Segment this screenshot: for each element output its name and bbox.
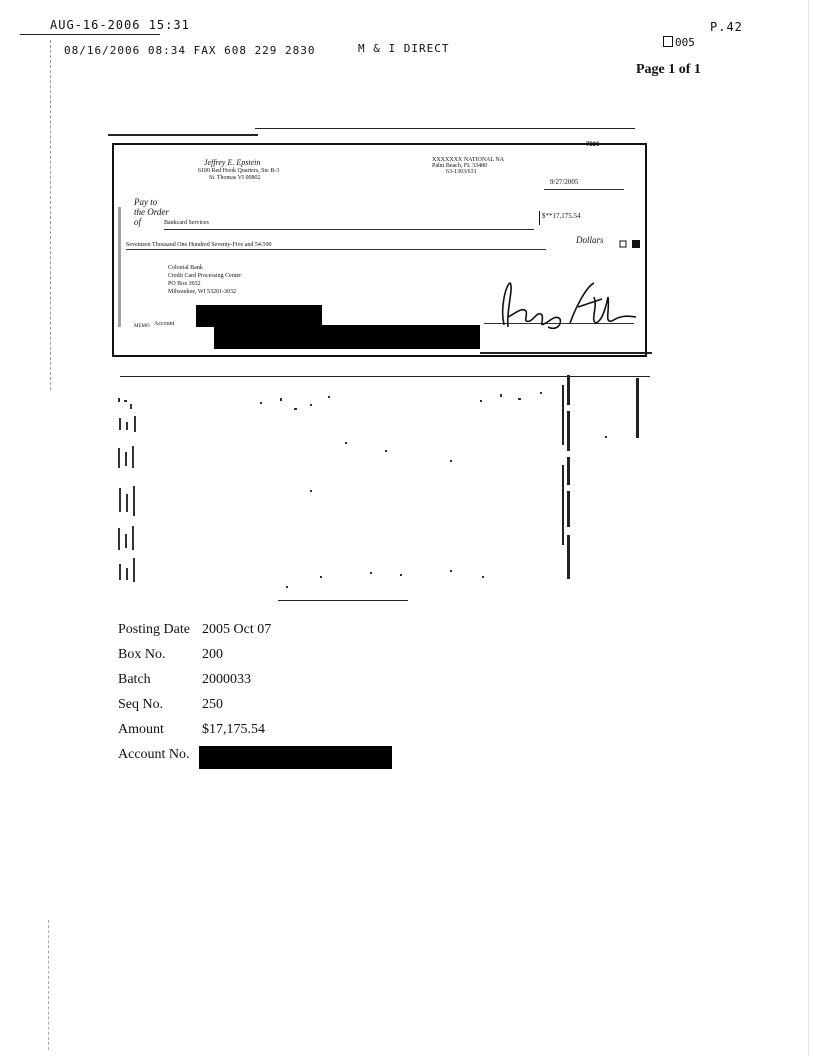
fax-sender-name: M & I DIRECT bbox=[358, 42, 450, 55]
check-date-line bbox=[544, 189, 624, 190]
check-amount-words: Seventeen Thousand One Hundred Seventy-Five and 54/100 bbox=[126, 242, 272, 248]
scan-edge-left-lower bbox=[48, 920, 49, 1050]
check-bank-location: Palm Beach, FL 33480 bbox=[432, 163, 488, 169]
info-label: Box No. bbox=[118, 647, 166, 662]
redaction-block bbox=[196, 305, 322, 327]
fax-page-number: P.42 bbox=[710, 20, 743, 34]
check-date: 9/27/2005 bbox=[550, 178, 579, 186]
info-label: Account No. bbox=[118, 747, 190, 762]
signature-image bbox=[486, 277, 642, 337]
check-payee-bank-3: PO Box 3032 bbox=[168, 281, 201, 287]
info-value: $17,175.54 bbox=[202, 722, 265, 737]
scan-line bbox=[278, 600, 408, 601]
fax-sequence bbox=[663, 36, 695, 49]
lock-icon bbox=[612, 237, 642, 249]
check-payee-line bbox=[164, 229, 534, 230]
header-rule bbox=[20, 34, 160, 35]
check-words-line bbox=[126, 249, 546, 250]
fax-box-icon bbox=[663, 36, 673, 47]
check-bank-name: XXXXXXX NATIONAL NA bbox=[432, 157, 505, 163]
check-number: 7836 bbox=[586, 142, 600, 148]
info-label: Posting Date bbox=[118, 622, 190, 637]
check-payee-bank-1: Colonial Bank bbox=[168, 265, 203, 271]
info-value: 250 bbox=[202, 697, 223, 712]
fax-timestamp: AUG-16-2006 15:31 bbox=[50, 18, 190, 32]
check-drawer-name: Jeffrey E. Epstein bbox=[204, 158, 261, 167]
check-drawer-address-1: 6100 Red Hook Quarters, Ste B-3 bbox=[198, 168, 280, 174]
check-payee: Bankcard Services bbox=[164, 220, 209, 226]
check-account-label: Account bbox=[154, 321, 175, 327]
info-label: Seq No. bbox=[118, 697, 164, 712]
check-micr-side-icon bbox=[116, 207, 124, 327]
scan-line bbox=[255, 128, 635, 129]
check-bank-routing: 63-1303/631 bbox=[446, 169, 477, 175]
info-value: 2005 Oct 07 bbox=[202, 622, 272, 637]
scan-noise bbox=[250, 390, 650, 590]
scan-line bbox=[108, 134, 258, 136]
redaction-block bbox=[199, 746, 392, 769]
info-label: Amount bbox=[118, 722, 164, 737]
fax-sequence-value: 005 bbox=[675, 36, 695, 49]
check-payee-bank-4: Milwaukee, WI 53201-3032 bbox=[168, 289, 237, 295]
info-value: 2000033 bbox=[202, 672, 251, 687]
fax-sender-line: 08/16/2006 08:34 FAX 608 229 2830 bbox=[64, 44, 316, 57]
check-drawer-address-2: St. Thomas VI 00802 bbox=[209, 175, 261, 181]
check-payee-bank-2: Credit Card Processing Center bbox=[168, 273, 242, 279]
endorsement-stamp-left bbox=[116, 398, 146, 588]
check-dollars-label: Dollars bbox=[576, 235, 604, 245]
scan-edge-left bbox=[50, 40, 51, 390]
info-label: Batch bbox=[118, 672, 151, 687]
check-pay-to-label: Pay to the Order of bbox=[134, 197, 169, 227]
redaction-block bbox=[214, 325, 480, 349]
page-indicator: Page 1 of 1 bbox=[636, 62, 701, 77]
page-edge bbox=[808, 0, 809, 1056]
scan-line bbox=[480, 352, 652, 354]
check-image bbox=[112, 143, 647, 357]
check-memo-label: MEMO bbox=[134, 324, 150, 329]
check-amount: $**17,175.54 bbox=[542, 212, 581, 220]
info-value: 200 bbox=[202, 647, 223, 662]
